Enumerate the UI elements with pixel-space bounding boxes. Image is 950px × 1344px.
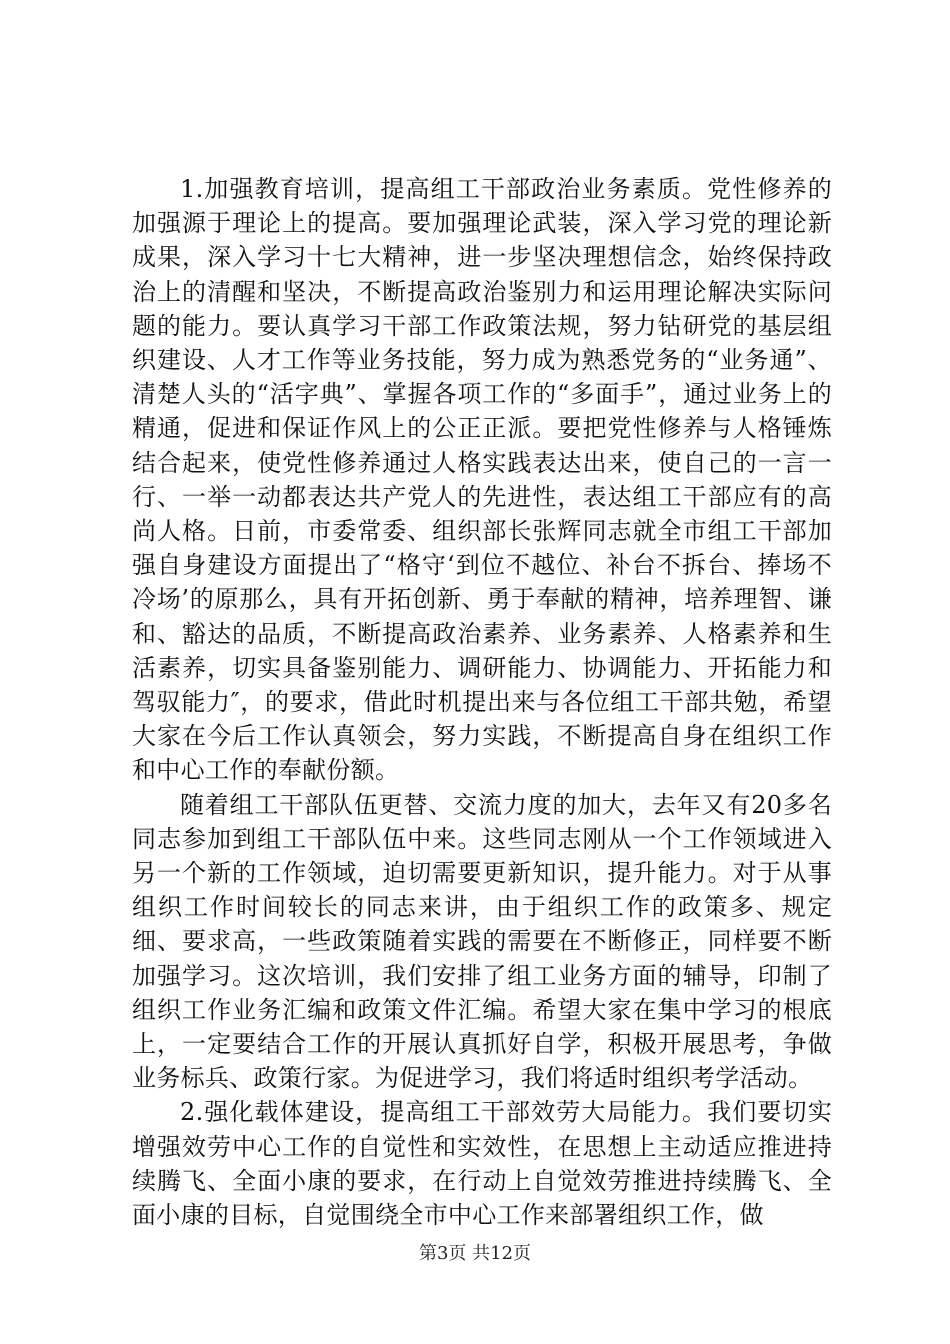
document-body — [132, 172, 832, 1232]
page-footer: 第3页 共12页 — [418, 1243, 532, 1264]
paragraph-3: 2.强化载体建设，提高组工干部效劳大局能力。我们要切实增强效劳中心工作的自觉性和实效性，在思想上主动适应推进持续腾飞、全面小康的要求，在行动上自觉效劳推进持续腾飞、全面小康的目标，自觉围绕全市中心工作来部署组织工作，做 — [132, 1098, 832, 1230]
paragraph-2: 随着组工干部队伍更替、交流力度的加大，去年又有20多名同志参加到组工干部队伍中来。这些同志刚从一个工作领域进入另一个新的工作领域，迫切需要更新知识，提升能力。对于从事组织工作时间较长的同志来讲，由于组织工作的政策多、规定细、要求高，一些政策随着实践的需要在不断修正，同样要不断加强学习。这次培训，我们安排了组工业务方面的辅导，印制了组织工作业务汇编和政策文件汇编。希望大家在集中学习的根底上，一定要结合工作的开展认真抓好自学，积极开展思考，争做业务标兵、政策行家。为促进学习，我们将适时组织考学活动。 — [132, 790, 832, 1093]
paragraph-1: 1.加强教育培训，提高组工干部政治业务素质。党性修养的加强源于理论上的提高。要加强理论武装，深入学习党的理论新成果，深入学习十七大精神，进一步坚决理想信念，始终保持政治上的清醒和坚决，不断提高政治鉴别力和运用理论解决实际问题的能力。要认真学习干部工作政策法规，努力钻研党的基层组织建设、人才工作等业务技能，努力成为熟悉党务的“业务通”、清楚人头的“活字典”、掌握各项工作的“多面手”，通过业务上的精通，促进和保证作风上的公正正派。要把党性修养与人格锤炼结合起来，使党性修养通过人格实践表达出来，使自己的一言一行、一举一动都表达共产党人的先进性，表达组工干部应有的高尚人格。日前，市委常委、组织部长张辉同志就全市组工干部加强自身建设方面提出了“格守‘到位不越位、补台不拆台、捧场不冷场’的原那么，具有开拓创新、勇于奉献的精神，培养理智、谦和、豁达的品质，不断提高政治素养、业务素养、人格素养和生活素养，切实具备鉴别能力、调研能力、协调能力、开拓能力和驾驭能力″，的要求，借此时机提出来与各位组工干部共勉，希望大家在今后工作认真领会，努力实践，不断提高自身在组织工作和中心工作的奉献份额。 — [132, 175, 832, 785]
